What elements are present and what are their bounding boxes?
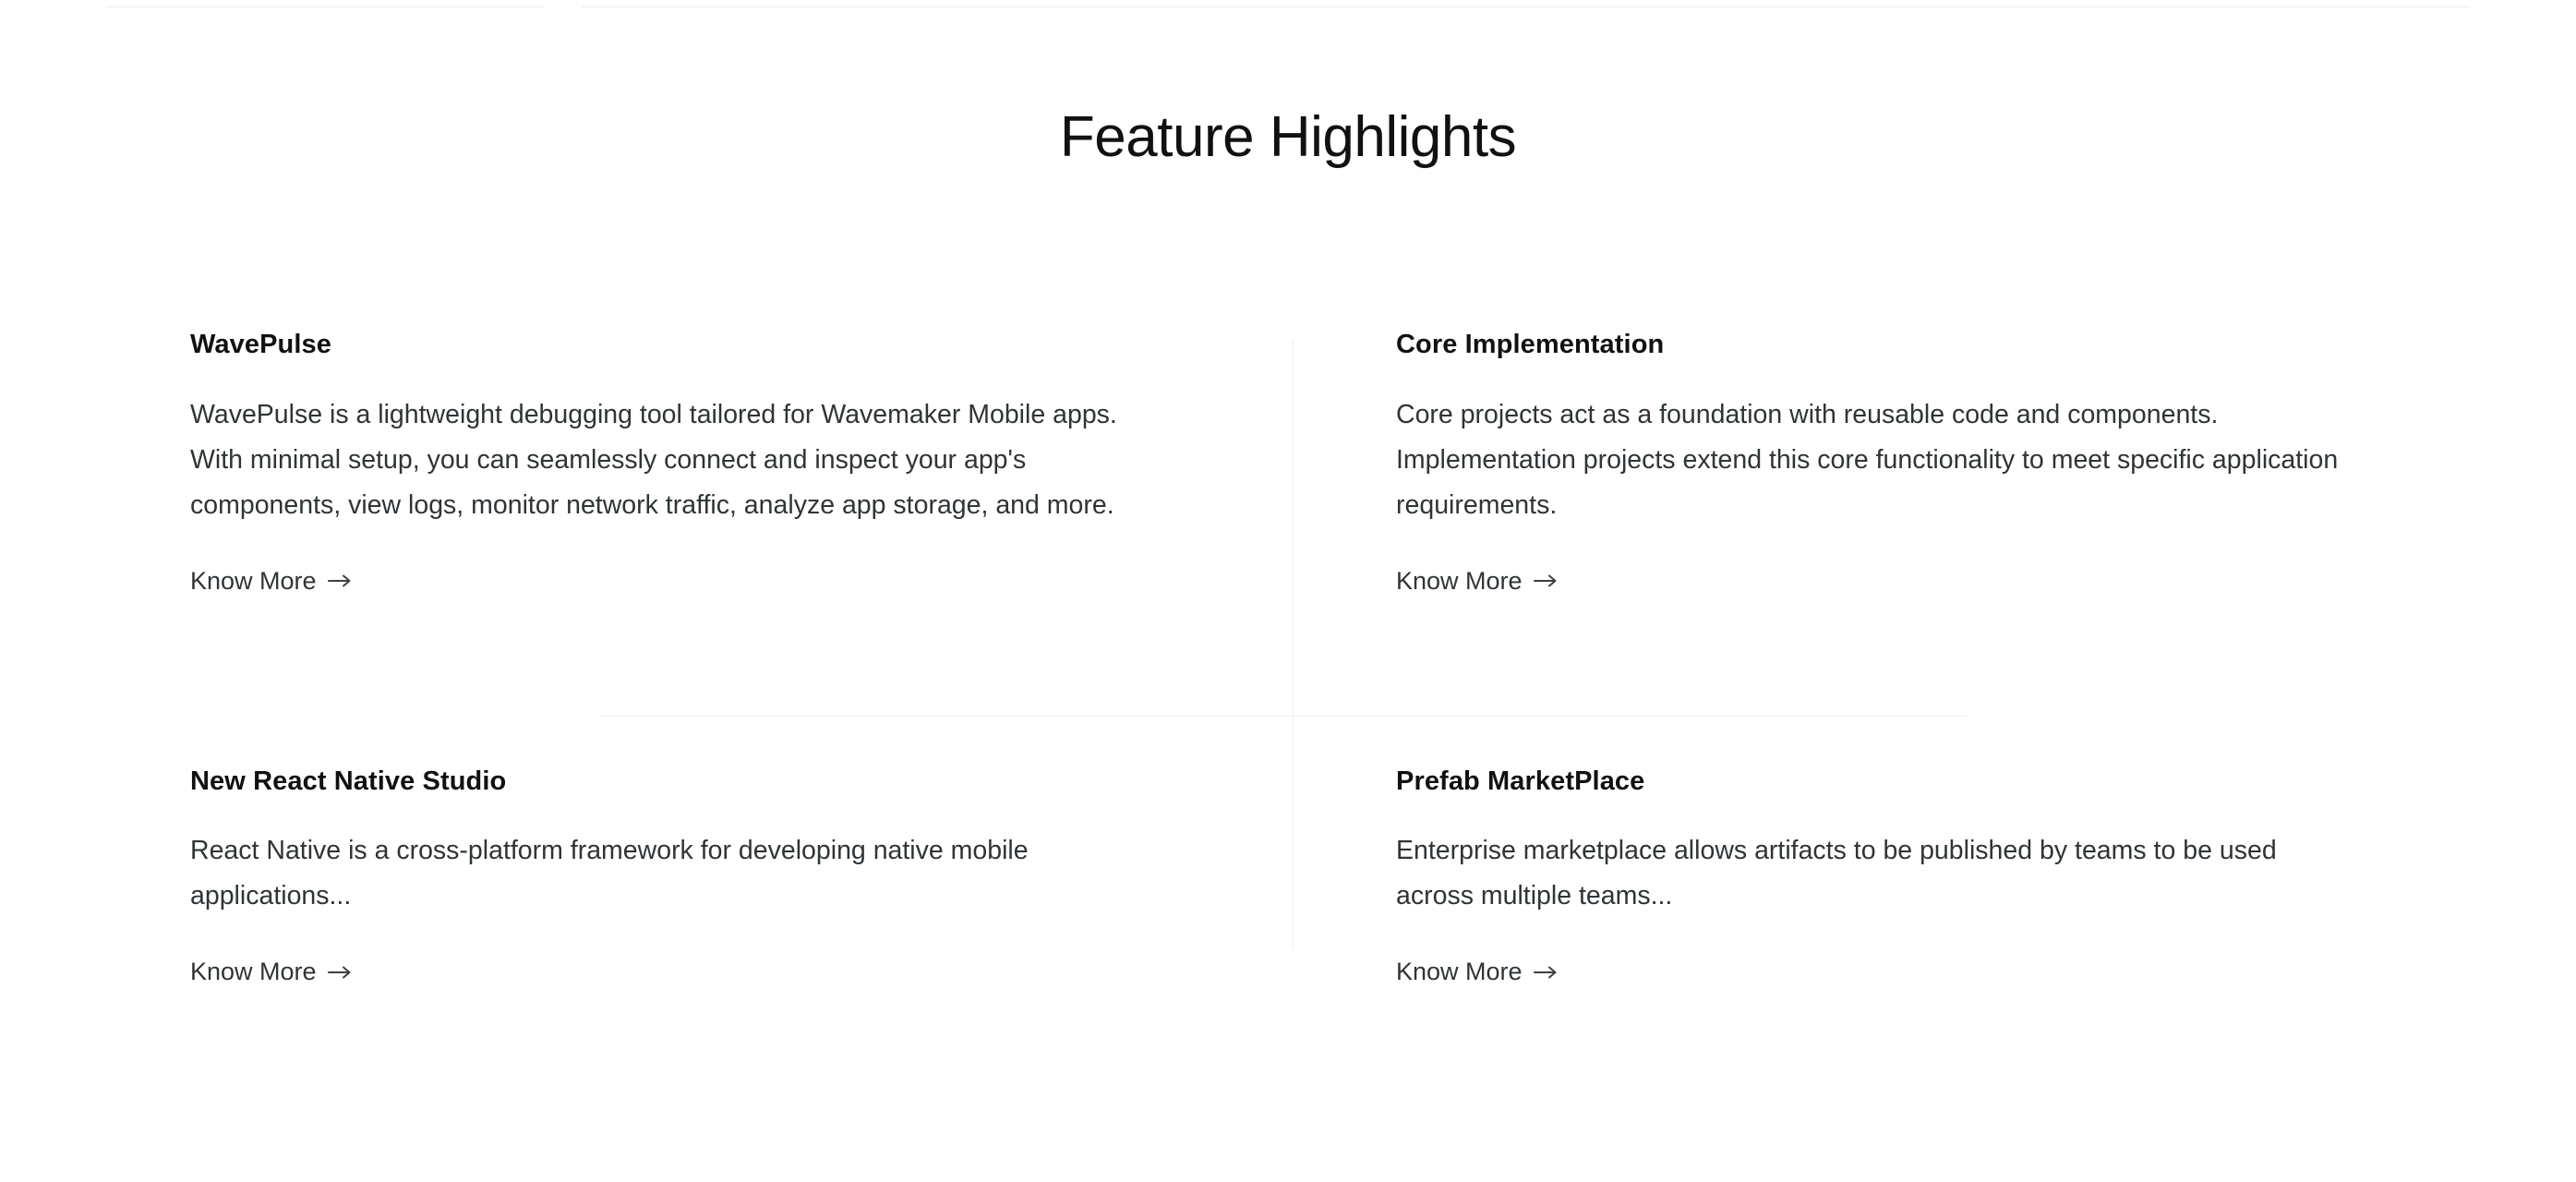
arrow-right-icon [328,573,352,589]
know-more-link[interactable] [190,959,352,984]
feature-card-description: Core projects act as a foundation with reusable code and components. Implementation projects extend this core functionality to meet specific application requirements. [1396,399,2339,520]
know-more-label: Know More [190,566,317,595]
know-more-label: Know More [1396,566,1523,595]
know-more-link[interactable] [1396,959,1558,984]
feature-card-description: WavePulse is a lightweight debugging tool tailored for Wavemaker Mobile apps. With minimal setup, you can seamlessly connect and inspect your app's components, view logs, monitor network traffic, analyze app storage, and more. [190,399,1117,520]
feature-card-title: Core Implementation [1396,330,1665,359]
top-divider [106,6,2470,7]
arrow-right-icon [1534,573,1558,589]
feature-card-title: WavePulse [190,330,331,359]
page-title: Feature Highlights [1059,104,1517,169]
feature-card-core-implementation [1290,328,2389,677]
feature-card-wavepulse [190,328,1290,677]
know-more-label: Know More [190,958,317,986]
feature-card-title: Prefab MarketPlace [1396,766,1645,796]
feature-card-react-native-studio [190,677,1290,995]
feature-card-description: React Native is a cross-platform framework for developing native mobile applications... [190,836,1029,911]
feature-card-description: Enterprise marketplace allows artifacts to be published by teams to be used across multiple teams... [1396,836,2277,911]
arrow-right-icon [1534,964,1558,981]
feature-grid [190,328,2389,994]
feature-card-prefab-marketplace [1290,677,2389,995]
top-divider-gap [545,6,582,9]
arrow-right-icon [328,964,352,981]
know-more-link[interactable] [1396,566,1558,595]
know-more-label: Know More [1396,958,1523,986]
know-more-link[interactable] [190,566,352,595]
feature-card-title: New React Native Studio [190,766,507,796]
